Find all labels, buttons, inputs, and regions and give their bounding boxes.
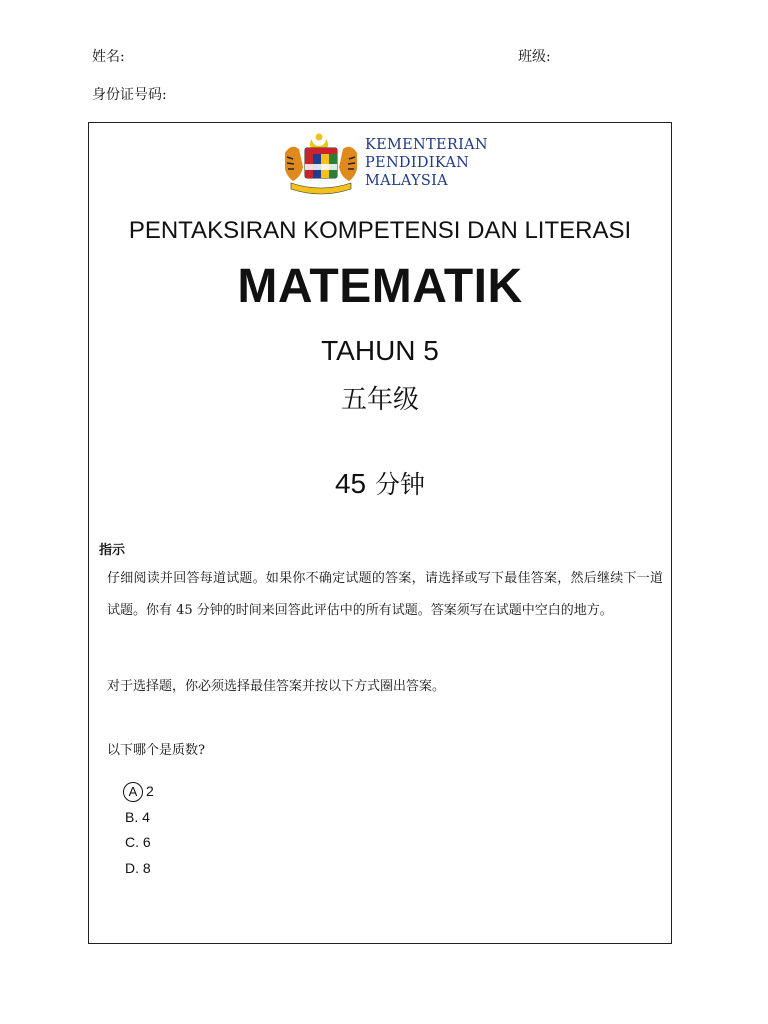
option-c-value: 6 [142, 834, 151, 850]
option-b [125, 805, 154, 831]
instructions-heading: 指示 [99, 543, 126, 558]
option-b-letter: B. [125, 808, 139, 825]
id-number-label: 身份证号码: [92, 87, 167, 103]
option-a [125, 779, 154, 805]
ministry-name-line-3: MALAYSIA [365, 173, 448, 189]
ministry-logo [279, 131, 489, 195]
ministry-name-line-2: PENDIDIKAN [365, 155, 470, 171]
instructions-paragraph-2: 对于选择题，你必须选择最佳答案并按以下方式圈出答案。 [107, 679, 446, 694]
duration-value: 45 [334, 468, 367, 499]
assessment-subtitle: PENTAKSIRAN KOMPETENSI DAN LITERASI [128, 217, 632, 244]
year-level-chinese: 五年级 [340, 385, 419, 415]
option-b-value: 4 [142, 808, 150, 825]
name-label: 姓名: [92, 49, 125, 65]
class-label: 班级: [518, 49, 551, 65]
example-question: 以下哪个是质数? [107, 743, 205, 758]
option-a-value: 2 [146, 783, 154, 799]
ministry-name-line-1: KEMENTERIAN [365, 137, 488, 153]
option-c [125, 830, 154, 856]
option-d-letter: D. [125, 859, 139, 876]
duration [89, 465, 671, 501]
option-c-letter: C. [125, 834, 139, 850]
option-d-value: 8 [142, 859, 151, 876]
duration-unit: 分钟 [375, 470, 426, 499]
example-options [125, 779, 154, 881]
coat-of-arms-icon [279, 131, 363, 195]
subject-title: MATEMATIK [237, 260, 523, 313]
ministry-name [365, 136, 488, 190]
cover-frame [88, 122, 672, 944]
year-level: TAHUN 5 [321, 335, 439, 366]
option-a-circled-letter: A [123, 782, 143, 802]
instructions-paragraph-1: 仔细阅读并回答每道试题。如果你不确定试题的答案，请选择或写下最佳答案，然后继续下一道试题。你有 45 分钟的时间来回答此评估中的所有试题。答案须写在试题中空白的地方。 [107, 571, 663, 618]
option-d [125, 856, 154, 882]
